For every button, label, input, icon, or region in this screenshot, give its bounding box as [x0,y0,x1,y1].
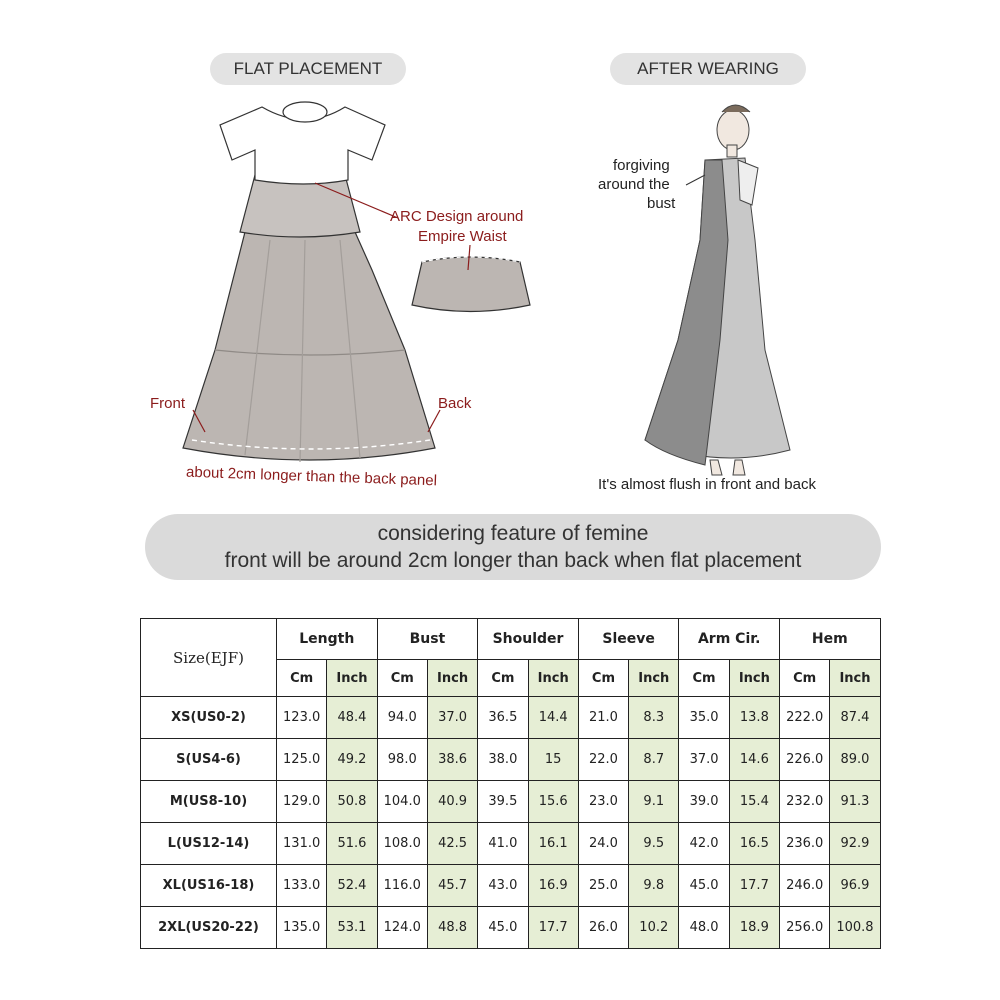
cm-value-cell: 116.0 [377,865,427,907]
cm-value-cell: 48.0 [679,907,729,949]
empire-waist-detail [412,257,530,312]
inch-value-cell: 40.9 [427,781,477,823]
cm-value-cell: 129.0 [277,781,327,823]
feature-banner [145,514,881,580]
cm-value-cell: 131.0 [277,823,327,865]
table-row [141,865,881,907]
banner-line-1: considering feature of femine [377,522,649,545]
cm-value-cell: 21.0 [578,697,628,739]
inch-value-cell: 8.3 [629,697,679,739]
size-label: M(US8-10) [141,781,277,823]
inch-value-cell: 9.5 [629,823,679,865]
sleeve-header: Sleeve [578,619,679,660]
cm-value-cell: 36.5 [478,697,528,739]
banner-line-2: front will be around 2cm longer than back when flat placement [224,549,802,572]
cm-value-cell: 42.0 [679,823,729,865]
cm-value-cell: 37.0 [679,739,729,781]
inch-value-cell: 100.8 [830,907,880,949]
inch-value-cell: 18.9 [729,907,779,949]
cm-value-cell: 222.0 [780,697,830,739]
inch-value-cell: 87.4 [830,697,880,739]
inch-value-cell: 52.4 [327,865,377,907]
table-row [141,823,881,865]
cm-value-cell: 39.0 [679,781,729,823]
table-row [141,781,881,823]
inch-unit-header: Inch [629,660,679,697]
flush-note: It's almost flush in front and back [598,476,816,493]
inch-value-cell: 38.6 [427,739,477,781]
inch-value-cell: 49.2 [327,739,377,781]
inch-value-cell: 15.4 [729,781,779,823]
empire-waist-label: Empire Waist [418,228,507,245]
inch-value-cell: 17.7 [528,907,578,949]
cm-value-cell: 39.5 [478,781,528,823]
hem-header: Hem [780,619,881,660]
size-column-header: Size(EJF) [141,619,277,697]
cm-value-cell: 108.0 [377,823,427,865]
size-label: 2XL(US20-22) [141,907,277,949]
inch-value-cell: 45.7 [427,865,477,907]
forgiving-label-3: bust [647,195,676,212]
inch-unit-header: Inch [427,660,477,697]
cm-value-cell: 246.0 [780,865,830,907]
cm-value-cell: 123.0 [277,697,327,739]
arc-design-label: ARC Design around [390,208,524,225]
cm-value-cell: 38.0 [478,739,528,781]
inch-value-cell: 42.5 [427,823,477,865]
inch-value-cell: 10.2 [629,907,679,949]
cm-value-cell: 232.0 [780,781,830,823]
cm-value-cell: 236.0 [780,823,830,865]
arm-cir-header: Arm Cir. [679,619,780,660]
inch-value-cell: 15 [528,739,578,781]
cm-value-cell: 35.0 [679,697,729,739]
cm-value-cell: 22.0 [578,739,628,781]
inch-value-cell: 50.8 [327,781,377,823]
inch-value-cell: 92.9 [830,823,880,865]
cm-value-cell: 104.0 [377,781,427,823]
cm-value-cell: 26.0 [578,907,628,949]
cm-value-cell: 45.0 [679,865,729,907]
inch-value-cell: 8.7 [629,739,679,781]
hem-note: about 2cm longer than the back panel [185,463,438,490]
inch-value-cell: 91.3 [830,781,880,823]
inch-value-cell: 13.8 [729,697,779,739]
inch-value-cell: 9.8 [629,865,679,907]
inch-unit-header: Inch [729,660,779,697]
inch-value-cell: 16.9 [528,865,578,907]
inch-value-cell: 15.6 [528,781,578,823]
flat-dress-drawing [183,102,435,462]
inch-value-cell: 53.1 [327,907,377,949]
cm-value-cell: 125.0 [277,739,327,781]
inch-value-cell: 37.0 [427,697,477,739]
back-label: Back [438,395,472,412]
cm-value-cell: 45.0 [478,907,528,949]
inch-unit-header: Inch [327,660,377,697]
cm-value-cell: 256.0 [780,907,830,949]
cm-value-cell: 226.0 [780,739,830,781]
size-label: XL(US16-18) [141,865,277,907]
cm-unit-header: Cm [478,660,528,697]
cm-value-cell: 124.0 [377,907,427,949]
cm-value-cell: 25.0 [578,865,628,907]
inch-value-cell: 89.0 [830,739,880,781]
forgiving-label-2: around the [598,176,670,193]
inch-value-cell: 96.9 [830,865,880,907]
cm-unit-header: Cm [679,660,729,697]
cm-unit-header: Cm [578,660,628,697]
forgiving-label-1: forgiving [613,157,670,174]
inch-value-cell: 51.6 [327,823,377,865]
size-label: L(US12-14) [141,823,277,865]
shoulder-header: Shoulder [478,619,579,660]
cm-unit-header: Cm [780,660,830,697]
table-row [141,907,881,949]
size-label: S(US4-6) [141,739,277,781]
after-wearing-label: AFTER WEARING [610,53,806,85]
cm-unit-header: Cm [277,660,327,697]
cm-value-cell: 43.0 [478,865,528,907]
cm-unit-header: Cm [377,660,427,697]
size-label: XS(US0-2) [141,697,277,739]
cm-value-cell: 133.0 [277,865,327,907]
inch-value-cell: 48.8 [427,907,477,949]
front-label: Front [150,395,186,412]
cm-value-cell: 135.0 [277,907,327,949]
inch-value-cell: 9.1 [629,781,679,823]
inch-value-cell: 16.5 [729,823,779,865]
cm-value-cell: 23.0 [578,781,628,823]
table-row [141,697,881,739]
table-row [141,739,881,781]
inch-unit-header: Inch [528,660,578,697]
inch-value-cell: 14.6 [729,739,779,781]
inch-value-cell: 14.4 [528,697,578,739]
bust-header: Bust [377,619,478,660]
inch-value-cell: 48.4 [327,697,377,739]
cm-value-cell: 94.0 [377,697,427,739]
inch-value-cell: 17.7 [729,865,779,907]
size-chart-table [140,618,881,949]
cm-value-cell: 24.0 [578,823,628,865]
length-header: Length [277,619,378,660]
cm-value-cell: 41.0 [478,823,528,865]
cm-value-cell: 98.0 [377,739,427,781]
flat-placement-label: FLAT PLACEMENT [210,53,406,85]
inch-value-cell: 16.1 [528,823,578,865]
inch-unit-header: Inch [830,660,880,697]
